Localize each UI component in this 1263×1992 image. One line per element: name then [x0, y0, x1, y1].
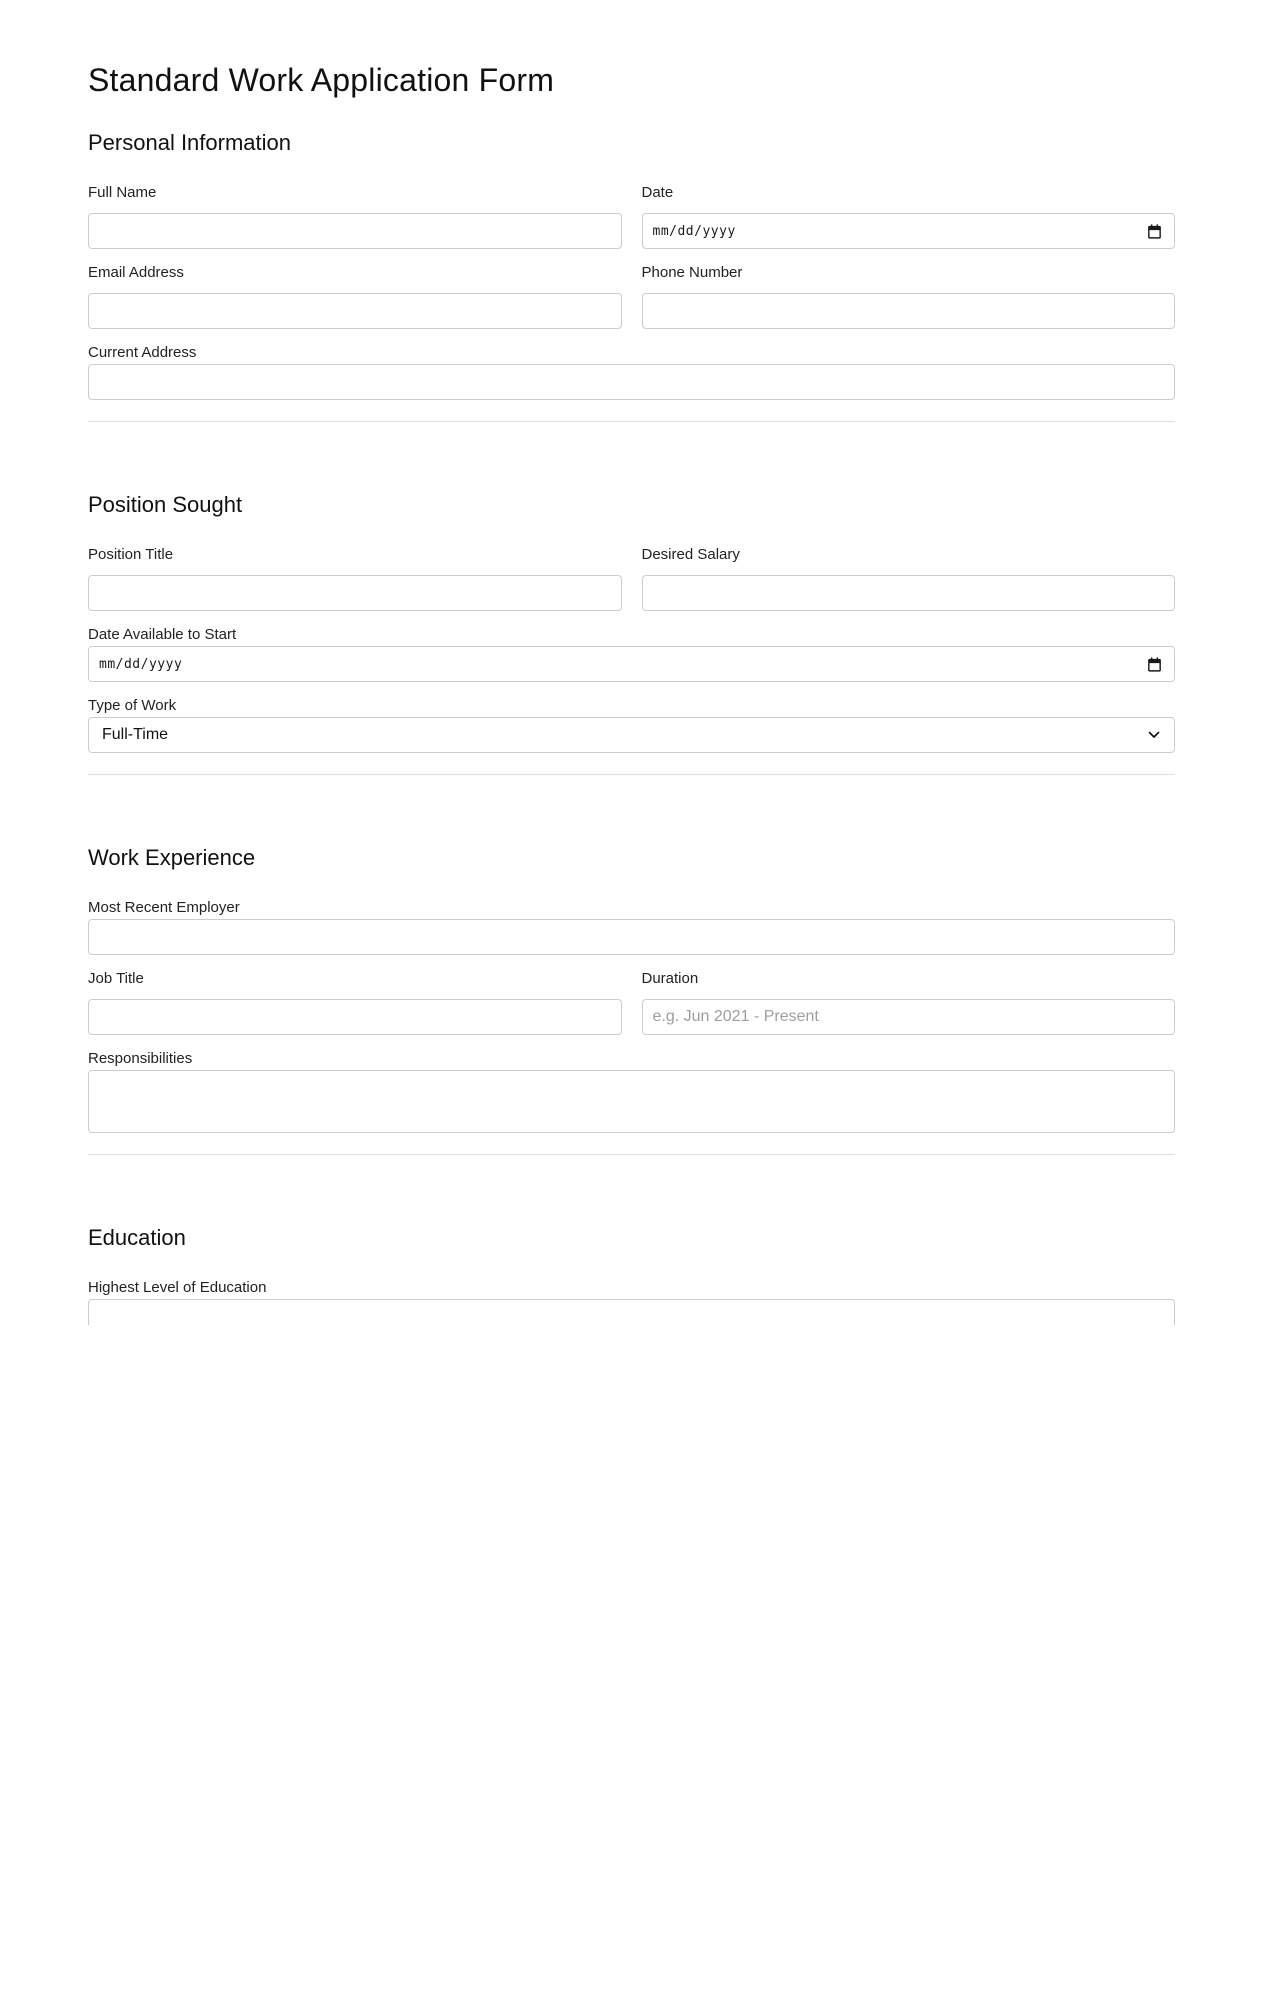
row-name-date [88, 184, 1175, 249]
current-address-input[interactable] [88, 364, 1175, 400]
type-of-work-select[interactable] [88, 717, 1175, 753]
responsibilities-label: Responsibilities [88, 1050, 193, 1067]
page-title: Standard Work Application Form [88, 62, 555, 98]
type-of-work-field [88, 697, 1175, 753]
position-title-input[interactable] [88, 575, 622, 611]
phone-field [642, 264, 1176, 329]
section-divider [88, 421, 1175, 422]
employer-field [88, 899, 1175, 955]
duration-label: Duration [641, 970, 699, 987]
job-title-field [88, 970, 622, 1035]
section-heading-personal: Personal Information [88, 130, 291, 155]
responsibilities-field [88, 1050, 1175, 1133]
education-level-field [88, 1279, 1175, 1325]
position-title-label: Position Title [88, 546, 174, 563]
job-title-input[interactable] [88, 999, 622, 1035]
row-job-duration [88, 970, 1175, 1035]
current-address-label: Current Address [88, 344, 197, 361]
date-field [642, 184, 1176, 249]
desired-salary-input[interactable] [642, 575, 1176, 611]
type-of-work-label: Type of Work [88, 697, 177, 714]
chevron-down-icon [1148, 731, 1160, 739]
date-available-field [88, 626, 1175, 682]
section-heading-work: Work Experience [88, 845, 256, 870]
section-divider [88, 774, 1175, 775]
section-position-sought [88, 492, 1175, 753]
email-input[interactable] [88, 293, 622, 329]
responsibilities-textarea[interactable] [88, 1070, 1175, 1133]
desired-salary-field [642, 546, 1176, 611]
section-personal-information [88, 130, 1175, 400]
full-name-input[interactable] [88, 213, 622, 249]
section-education [88, 1225, 1175, 1325]
education-level-clip [88, 1299, 1175, 1325]
email-field [88, 264, 622, 329]
current-address-field [88, 344, 1175, 400]
row-title-salary [88, 546, 1175, 611]
desired-salary-label: Desired Salary [641, 546, 740, 563]
type-of-work-value: Full-Time [102, 726, 169, 743]
employer-input[interactable] [88, 919, 1175, 955]
duration-input[interactable] [642, 999, 1176, 1035]
calendar-icon[interactable] [1144, 221, 1164, 241]
form-container [88, 0, 1175, 1325]
full-name-label: Full Name [88, 184, 157, 201]
section-heading-education: Education [88, 1225, 186, 1250]
calendar-icon[interactable] [1144, 654, 1164, 674]
education-level-input[interactable] [88, 1299, 1175, 1325]
date-available-label: Date Available to Start [88, 626, 237, 643]
section-heading-position: Position Sought [88, 492, 243, 517]
date-available-input[interactable] [88, 646, 1175, 682]
date-label: Date [641, 184, 674, 201]
row-email-phone [88, 264, 1175, 329]
date-available-value: mm/dd/yyyy [99, 656, 183, 672]
position-title-field [88, 546, 622, 611]
employer-label: Most Recent Employer [88, 899, 240, 916]
education-level-label: Highest Level of Education [88, 1279, 267, 1296]
section-work-experience [88, 845, 1175, 1133]
duration-field [642, 970, 1176, 1035]
job-title-label: Job Title [88, 970, 144, 987]
phone-label: Phone Number [641, 264, 743, 281]
date-input-value: mm/dd/yyyy [652, 223, 736, 239]
section-divider [88, 1154, 1175, 1155]
phone-input[interactable] [642, 293, 1176, 329]
full-name-field [88, 184, 622, 249]
email-label: Email Address [88, 264, 184, 281]
date-input[interactable] [642, 213, 1176, 249]
